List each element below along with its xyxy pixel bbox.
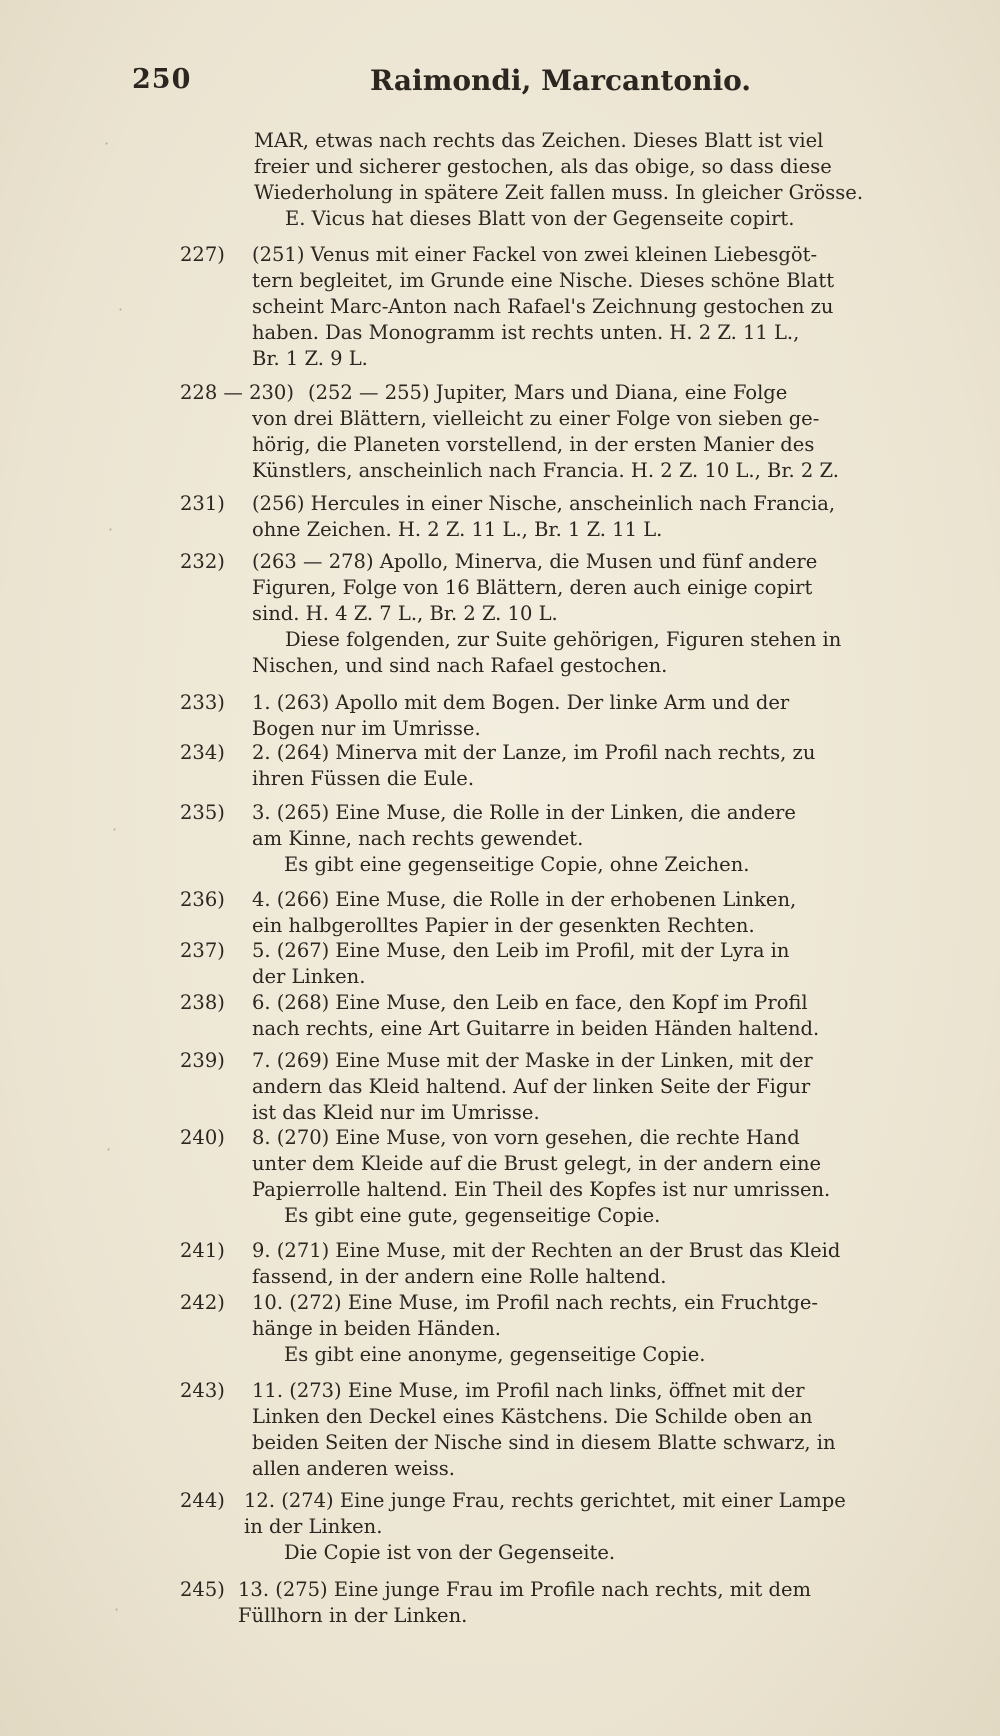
entry-number: 235): [180, 801, 225, 824]
entry-line: 5. (267) Eine Muse, den Leib im Profil, mit der Lyra in: [252, 939, 790, 962]
entry-line: Linken den Deckel eines Kästchens. Die Schilde oben an: [252, 1405, 813, 1428]
entry-line: von drei Blättern, vielleicht zu einer Folge von sieben ge-: [252, 407, 820, 430]
entry-line: 3. (265) Eine Muse, die Rolle in der Linken, die andere: [252, 801, 796, 824]
entry-line: andern das Kleid haltend. Auf der linken Seite der Figur: [252, 1075, 811, 1098]
entry-line: Künstlers, anscheinlich nach Francia. H. 2 Z. 10 L., Br. 2 Z.: [252, 459, 839, 482]
entry-line: 11. (273) Eine Muse, im Profil nach links, öffnet mit der: [252, 1379, 805, 1402]
entry-line: haben. Das Monogramm ist rechts unten. H. 2 Z. 11 L.,: [252, 321, 800, 344]
entry-line: ihren Füssen die Eule.: [252, 767, 475, 790]
entry-line: 8. (270) Eine Muse, von vorn gesehen, die rechte Hand: [252, 1126, 800, 1149]
entry-line: allen anderen weiss.: [252, 1457, 455, 1480]
entry-line: Br. 1 Z. 9 L.: [252, 347, 368, 370]
page-header: [0, 64, 1000, 108]
entry-line: am Kinne, nach rechts gewendet.: [252, 827, 584, 850]
note-line: Es gibt eine anonyme, gegenseitige Copie.: [284, 1343, 706, 1366]
entry-line: 6. (268) Eine Muse, den Leib en face, den Kopf im Profil: [252, 991, 808, 1014]
entry-line: (251) Venus mit einer Fackel von zwei kleinen Liebesgöt-: [252, 243, 818, 266]
entry-number: 231): [180, 492, 225, 515]
entry-line: 13. (275) Eine junge Frau im Profile nach rechts, mit dem: [238, 1578, 812, 1601]
entry-number: 228 — 230): [180, 381, 294, 404]
entry-line: in der Linken.: [244, 1515, 383, 1538]
margin-mark: ·: [112, 820, 118, 839]
entry-line: Füllhorn in der Linken.: [238, 1604, 468, 1627]
entry-line: ist das Kleid nur im Umrisse.: [252, 1101, 540, 1124]
entry-line: 10. (272) Eine Muse, im Profil nach rechts, ein Fruchtge-: [252, 1291, 818, 1314]
entry-line: hörig, die Planeten vorstellend, in der ersten Manier des: [252, 433, 815, 456]
entry-number: 237): [180, 939, 225, 962]
entry-line: ein halbgerolltes Papier in der gesenkten Rechten.: [252, 914, 755, 937]
margin-mark: ·: [106, 1140, 112, 1159]
entry-line: 12. (274) Eine junge Frau, rechts gerichtet, mit einer Lampe: [244, 1489, 846, 1512]
entry-line: Bogen nur im Umrisse.: [252, 717, 481, 740]
note-line: Es gibt eine gegenseitige Copie, ohne Zeichen.: [284, 853, 750, 876]
note-line: Es gibt eine gute, gegenseitige Copie.: [284, 1204, 661, 1227]
entry-line: 2. (264) Minerva mit der Lanze, im Profil nach rechts, zu: [252, 741, 816, 764]
note-line: Die Copie ist von der Gegenseite.: [284, 1541, 616, 1564]
entry-number: 240): [180, 1126, 225, 1149]
entry-number: 244): [180, 1489, 225, 1512]
entry-line: nach rechts, eine Art Guitarre in beiden Händen haltend.: [252, 1017, 820, 1040]
entry-number: 233): [180, 691, 225, 714]
entry-line: 4. (266) Eine Muse, die Rolle in der erhobenen Linken,: [252, 888, 797, 911]
text-line: E. Vicus hat dieses Blatt von der Gegenseite copirt.: [285, 207, 795, 230]
entry-line: fassend, in der andern eine Rolle haltend.: [252, 1265, 667, 1288]
entry-number: 234): [180, 741, 225, 764]
margin-mark: ·: [118, 300, 124, 319]
entry-line: der Linken.: [252, 965, 366, 988]
entry-line: (263 — 278) Apollo, Minerva, die Musen und fünf andere: [252, 550, 818, 573]
entry-line: 1. (263) Apollo mit dem Bogen. Der linke Arm und der: [252, 691, 790, 714]
entry-line: Figuren, Folge von 16 Blättern, deren auch einige copirt: [252, 576, 813, 599]
margin-mark: ·: [108, 520, 114, 539]
running-title: Raimondi, Marcantonio.: [370, 64, 752, 97]
entry-number: 243): [180, 1379, 225, 1402]
entry-number: 239): [180, 1049, 225, 1072]
entry-number: 236): [180, 888, 225, 911]
entry-line: (256) Hercules in einer Nische, anscheinlich nach Francia,: [252, 492, 836, 515]
entry-number: 238): [180, 991, 225, 1014]
margin-mark: ·: [104, 134, 110, 153]
note-line: Diese folgenden, zur Suite gehörigen, Figuren stehen in: [285, 628, 842, 651]
text-line: freier und sicherer gestochen, als das obige, so dass diese: [254, 155, 832, 178]
entry-line: tern begleitet, im Grunde eine Nische. Dieses schöne Blatt: [252, 269, 835, 292]
entry-line: scheint Marc-Anton nach Rafael's Zeichnung gestochen zu: [252, 295, 834, 318]
entry-line: 7. (269) Eine Muse mit der Maske in der Linken, mit der: [252, 1049, 813, 1072]
margin-mark: ·: [114, 1600, 120, 1619]
entry-number: 232): [180, 550, 225, 573]
entry-line: beiden Seiten der Nische sind in diesem Blatte schwarz, in: [252, 1431, 836, 1454]
text-line: MAR, etwas nach rechts das Zeichen. Dieses Blatt ist viel: [254, 129, 824, 152]
entry-line: Papierrolle haltend. Ein Theil des Kopfes ist nur umrissen.: [252, 1178, 831, 1201]
entry-line: unter dem Kleide auf die Brust gelegt, in der andern eine: [252, 1152, 822, 1175]
entry-number: 227): [180, 243, 225, 266]
entry-number: 242): [180, 1291, 225, 1314]
entry-line: ohne Zeichen. H. 2 Z. 11 L., Br. 1 Z. 11 L.: [252, 518, 663, 541]
page-number: 250: [132, 64, 192, 95]
entry-line: (252 — 255) Jupiter, Mars und Diana, eine Folge: [308, 381, 788, 404]
text-line: Wiederholung in spätere Zeit fallen muss. In gleicher Grösse.: [254, 181, 864, 204]
entry-number: 241): [180, 1239, 225, 1262]
entry-number: 245): [180, 1578, 225, 1601]
entry-line: sind. H. 4 Z. 7 L., Br. 2 Z. 10 L.: [252, 602, 558, 625]
entry-line: 9. (271) Eine Muse, mit der Rechten an der Brust das Kleid: [252, 1239, 841, 1262]
note-line: Nischen, und sind nach Rafael gestochen.: [252, 654, 668, 677]
entry-line: hänge in beiden Händen.: [252, 1317, 501, 1340]
